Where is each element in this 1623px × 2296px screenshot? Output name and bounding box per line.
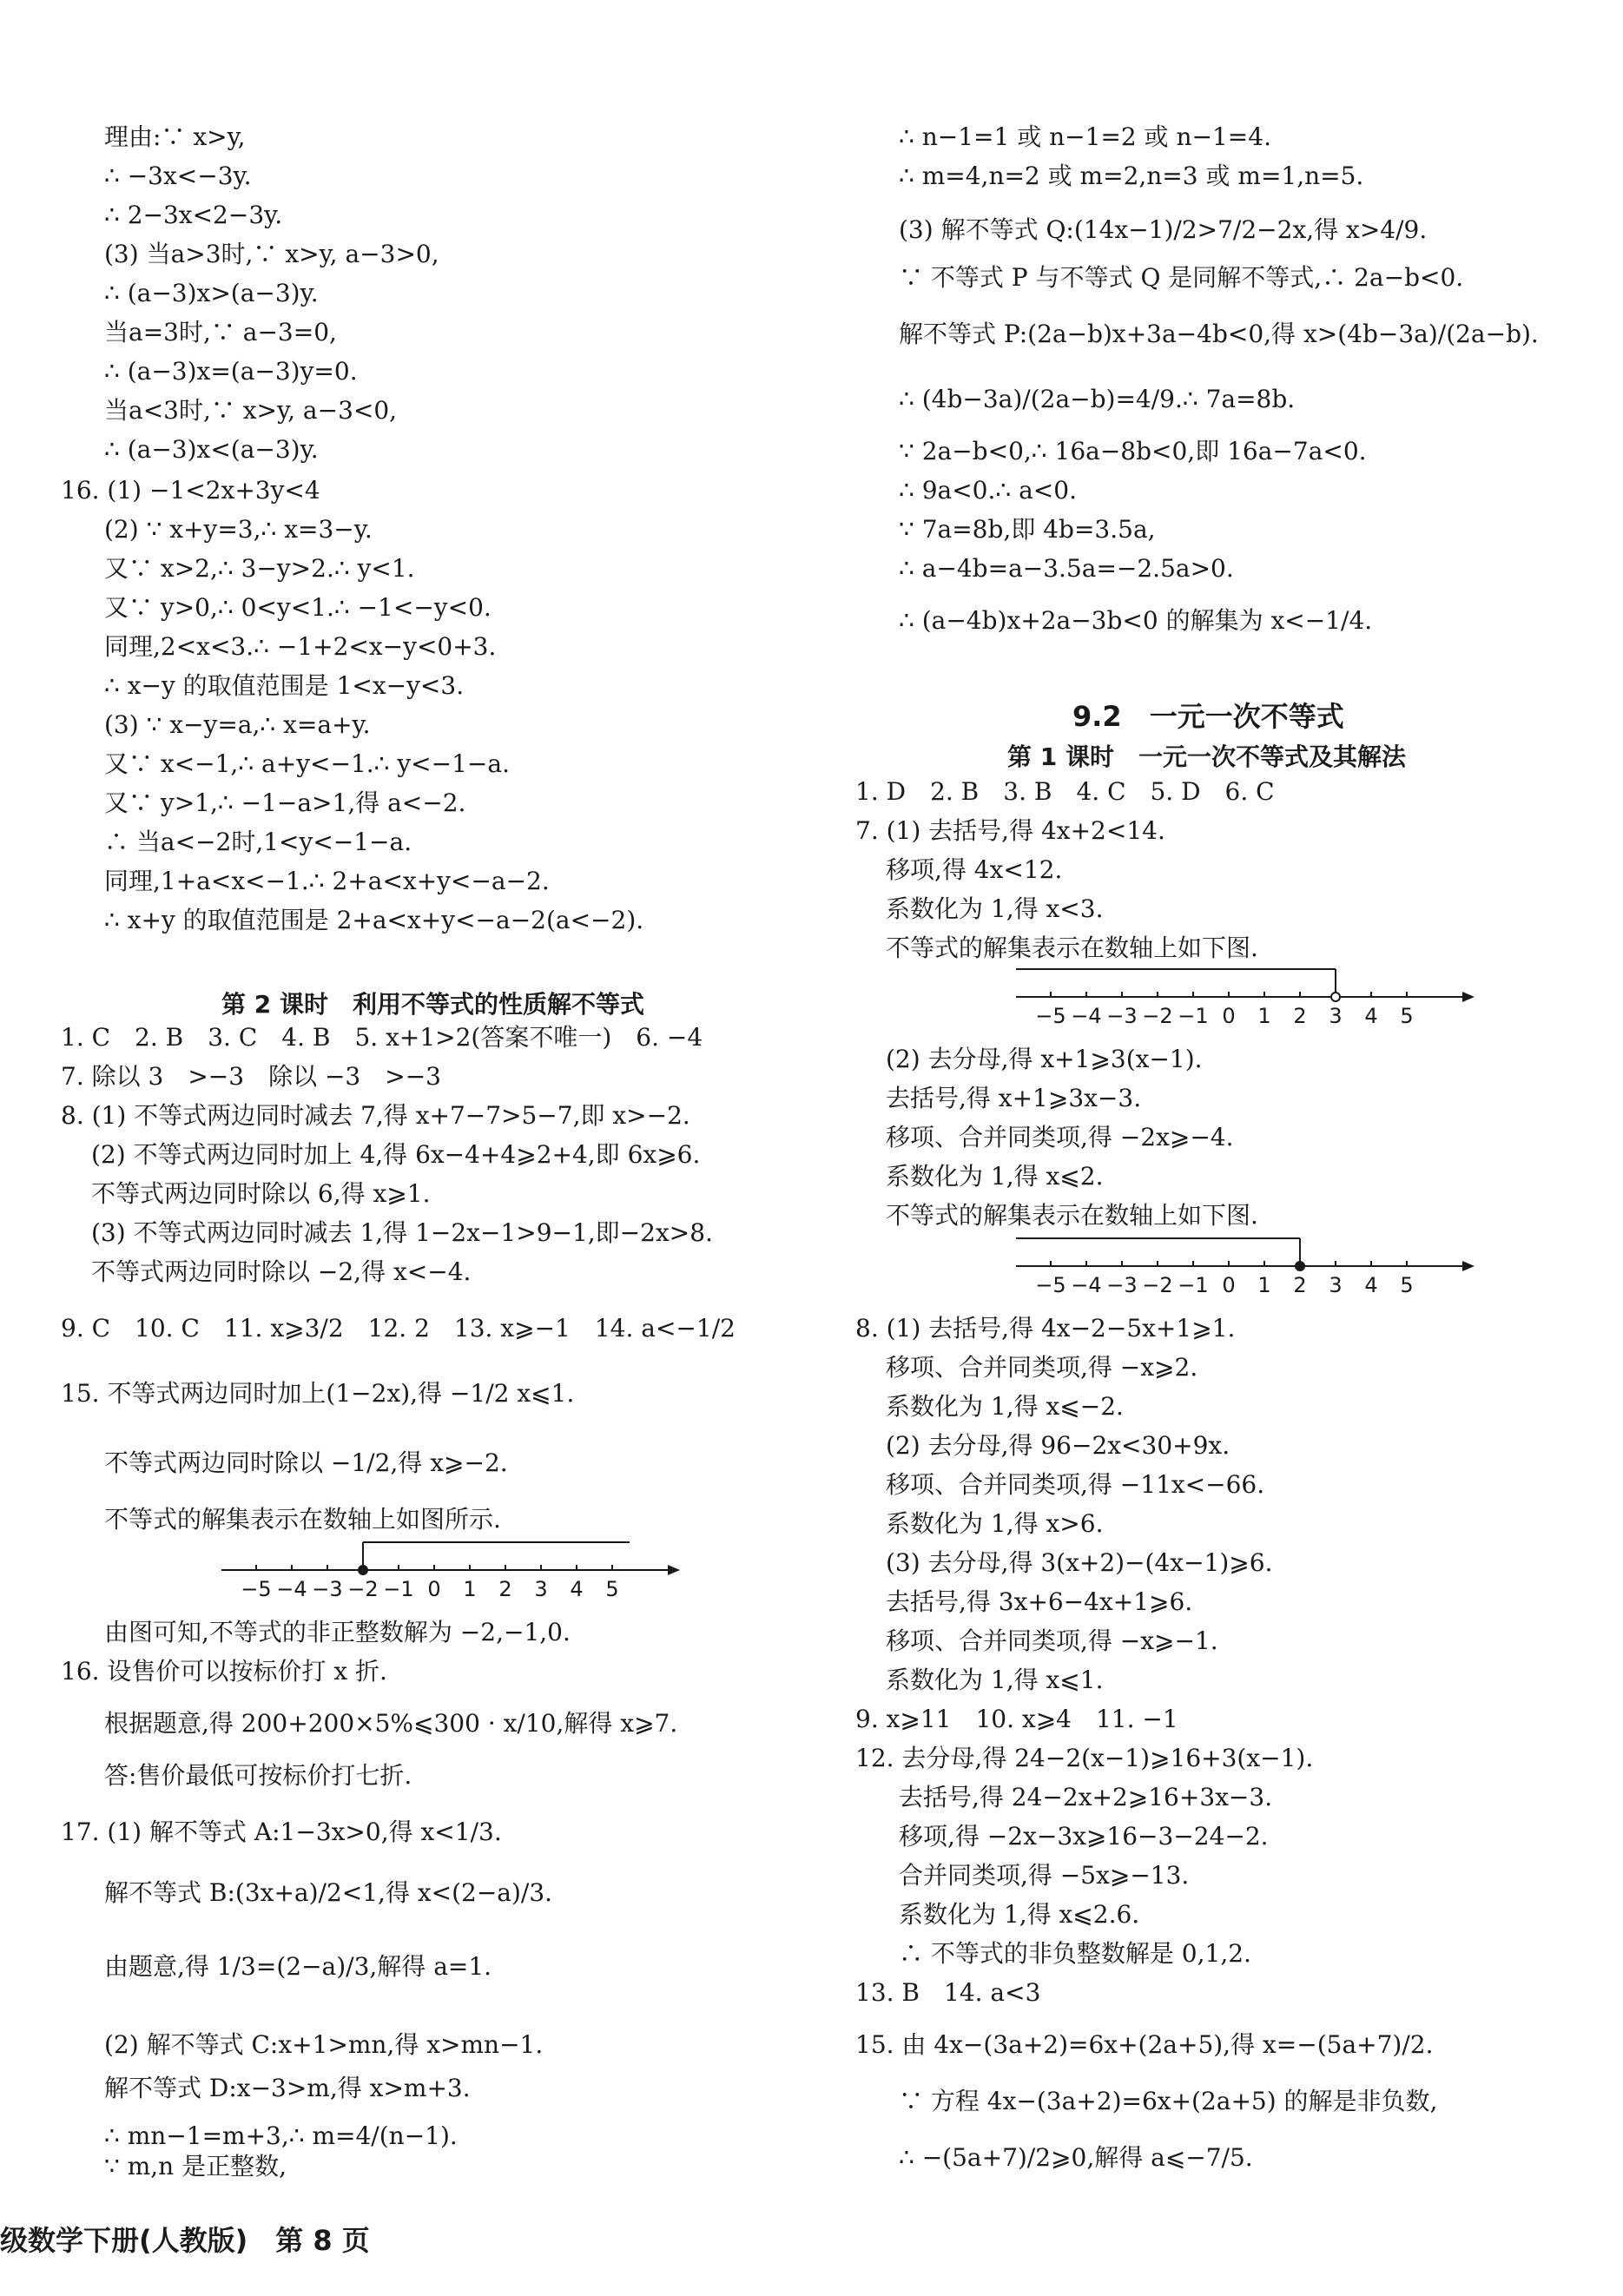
text-line: 合并同类项,得 −5x⩾−13. [899, 1861, 1190, 1890]
number-line-tick-label: 4 [1364, 1273, 1378, 1297]
number-line-tick-label: 1 [463, 1577, 477, 1601]
text-line: ∴ (4b−3a)/(2a−b)=4/9.∴ 7a=8b. [899, 385, 1296, 413]
text-line: 又∵ y>0,∴ 0<y<1.∴ −1<−y<0. [104, 593, 492, 622]
text-line: 12. 去分母,得 24−2(x−1)⩾16+3(x−1). [855, 1744, 1314, 1772]
solution-endpoint [1331, 993, 1340, 1001]
text-line: 9. x⩾11 10. x⩾4 11. −1 [855, 1705, 1178, 1733]
text-line: ∴ −(5a+7)/2⩾0,解得 a⩽−7/5. [899, 2143, 1253, 2172]
solution-endpoint [359, 1566, 367, 1574]
number-line-tick-label: 2 [1293, 1004, 1307, 1028]
text-line: ∴ n−1=1 或 n−1=2 或 n−1=4. [899, 122, 1271, 151]
text-line: ∴ (a−3)x=(a−3)y=0. [104, 357, 358, 386]
text-line: 1. D 2. B 3. B 4. C 5. D 6. C [855, 777, 1275, 806]
number-line-tick-label: −3 [1106, 1004, 1138, 1028]
text-line: 不等式两边同时除以 −1/2,得 x⩾−2. [104, 1448, 508, 1477]
text-line: 1. C 2. B 3. C 4. B 5. x+1>2(答案不唯一) 6. −4 [61, 1023, 703, 1052]
text-line: 由图可知,不等式的非正整数解为 −2,−1,0. [104, 1618, 571, 1646]
text-line: 解不等式 D:x−3>m,得 x>m+3. [104, 2074, 471, 2102]
number-line [221, 1537, 673, 1607]
text-line: 去括号,得 3x+6−4x+1⩾6. [886, 1587, 1193, 1616]
number-line-tick-label: −2 [347, 1577, 379, 1601]
number-line-tick-label: 4 [1364, 1004, 1378, 1028]
text-line: ∵ 7a=8b,即 4b=3.5a, [899, 515, 1156, 544]
text-line: 又∵ x>2,∴ 3−y>2.∴ y<1. [104, 554, 415, 583]
text-line: (3) 不等式两边同时减去 1,得 1−2x−1>9−1,即−2x>8. [91, 1218, 713, 1247]
text-line: 移项,得 −2x−3x⩾16−3−24−2. [899, 1822, 1269, 1851]
number-line-tick-label: 2 [1293, 1273, 1307, 1297]
text-line: 根据题意,得 200+200×5%⩽300 · x/10,解得 x⩾7. [104, 1709, 678, 1738]
section-heading: 第 1 课时 一元一次不等式及其解法 [1007, 742, 1406, 771]
text-line: 又∵ y>1,∴ −1−a>1,得 a<−2. [104, 788, 466, 817]
number-line-tick-label: −5 [1035, 1004, 1066, 1028]
text-line: 15. 由 4x−(3a+2)=6x+(2a+5),得 x=−(5a+7)/2. [855, 2030, 1434, 2059]
number-line-tick-label: 0 [427, 1577, 441, 1601]
number-line-tick-label: 2 [498, 1577, 512, 1601]
number-line-tick-label: −4 [1071, 1004, 1102, 1028]
text-line: ∴ x+y 的取值范围是 2+a<x+y<−a−2(a<−2). [104, 906, 644, 934]
text-line: 同理,2<x<3.∴ −1+2<x−y<0+3. [104, 632, 497, 661]
text-line: ∵ 不等式 P 与不等式 Q 是同解不等式,∴ 2a−b<0. [899, 263, 1464, 292]
arrow-head-icon [1462, 992, 1475, 1002]
solution-endpoint [1296, 1262, 1304, 1270]
arrow-head-icon [668, 1565, 680, 1575]
text-line: ∴ −3x<−3y. [104, 162, 252, 190]
number-line-tick-label: 3 [1329, 1004, 1343, 1028]
text-line: ∴ 2−3x<2−3y. [104, 201, 283, 229]
number-line-tick-label: 4 [570, 1577, 584, 1601]
text-line: ∴ (a−4b)x+2a−3b<0 的解集为 x<−1/4. [899, 606, 1373, 635]
text-line: 去括号,得 x+1⩾3x−3. [886, 1084, 1142, 1112]
text-line: 7. 除以 3 >−3 除以 −3 >−3 [61, 1062, 441, 1091]
text-line: ∴ 不等式的非负整数解是 0,1,2. [899, 1939, 1251, 1968]
text-line: ∴ (a−3)x<(a−3)y. [104, 435, 319, 464]
text-line: ∴ m=4,n=2 或 m=2,n=3 或 m=1,n=5. [899, 162, 1364, 190]
text-line: ∴ 当a<−2时,1<y<−1−a. [104, 828, 412, 856]
number-line-tick-label: 5 [1400, 1273, 1414, 1297]
text-line: 移项、合并同类项,得 −2x⩾−4. [886, 1123, 1234, 1151]
text-line: (3) 解不等式 Q:(14x−1)/2>7/2−2x,得 x>4/9. [899, 215, 1428, 244]
text-line: ∴ a−4b=a−3.5a=−2.5a>0. [899, 554, 1234, 583]
number-line-tick-label: 3 [534, 1577, 548, 1601]
text-line: (2) ∵ x+y=3,∴ x=3−y. [104, 515, 373, 544]
number-line-tick-label: −4 [1071, 1273, 1102, 1297]
text-line: 移项,得 4x<12. [886, 855, 1063, 884]
text-line: 15. 不等式两边同时加上(1−2x),得 −1/2 x⩽1. [61, 1379, 575, 1408]
text-line: (2) 去分母,得 96−2x<30+9x. [886, 1431, 1230, 1460]
text-line: 移项、合并同类项,得 −11x<−66. [886, 1470, 1265, 1499]
text-line: 同理,1+a<x<−1.∴ 2+a<x+y<−a−2. [104, 867, 550, 895]
text-line: 系数化为 1,得 x⩽2. [886, 1162, 1104, 1191]
number-line-tick-label: −4 [276, 1577, 307, 1601]
text-line: 又∵ x<−1,∴ a+y<−1.∴ y<−1−a. [104, 749, 510, 778]
text-line: 答:售价最低可按标价打七折. [104, 1761, 412, 1790]
text-line: 解不等式 P:(2a−b)x+3a−4b<0,得 x>(4b−3a)/(2a−b). [899, 320, 1539, 348]
text-line: 8. (1) 不等式两边同时减去 7,得 x+7−7>5−7,即 x>−2. [61, 1101, 690, 1130]
number-line-tick-label: −2 [1142, 1004, 1173, 1028]
arrow-head-icon [1462, 1261, 1475, 1271]
number-line-tick-label: 5 [605, 1577, 619, 1601]
number-line-tick-label: −3 [1106, 1273, 1138, 1297]
text-line: 移项、合并同类项,得 −x⩾−1. [886, 1626, 1218, 1655]
text-line: 13. B 14. a<3 [855, 1978, 1041, 2007]
text-line: ∵ 方程 4x−(3a+2)=6x+(2a+5) 的解是非负数, [899, 2087, 1438, 2115]
section-heading: 第 2 课时 利用不等式的性质解不等式 [221, 990, 644, 1019]
text-line: 9. C 10. C 11. x⩾3/2 12. 2 13. x⩾−1 14. a<−1/2 [61, 1314, 736, 1343]
number-line-tick-label: 1 [1257, 1004, 1271, 1028]
text-line: 17. (1) 解不等式 A:1−3x>0,得 x<1/3. [61, 1818, 502, 1846]
number-line-tick-label: 0 [1222, 1273, 1236, 1297]
text-line: 当a=3时,∵ a−3=0, [104, 318, 337, 346]
page-footer: 级数学下册(人教版) 第 8 页 [0, 2224, 370, 2257]
text-line: ∵ 2a−b<0,∴ 16a−8b<0,即 16a−7a<0. [899, 437, 1367, 465]
text-line: ∴ x−y 的取值范围是 1<x−y<3. [104, 671, 465, 700]
text-line: 去括号,得 24−2x+2⩾16+3x−3. [899, 1783, 1273, 1811]
text-line: (3) 当a>3时,∵ x>y, a−3>0, [104, 240, 439, 268]
text-line: 系数化为 1,得 x<3. [886, 894, 1104, 923]
number-line-tick-label: 5 [1400, 1004, 1414, 1028]
text-line: 8. (1) 去括号,得 4x−2−5x+1⩾1. [855, 1314, 1236, 1343]
text-line: ∴ mn−1=m+3,∴ m=4/(n−1). [104, 2121, 458, 2150]
number-line-tick-label: −1 [383, 1577, 414, 1601]
text-line: (3) 去分母,得 3(x+2)−(4x−1)⩾6. [886, 1548, 1273, 1577]
text-line: ∵ m,n 是正整数, [104, 2152, 287, 2181]
text-line: 理由:∵ x>y, [104, 122, 246, 151]
text-line: 不等式的解集表示在数轴上如下图. [886, 934, 1258, 962]
text-line: (2) 去分母,得 x+1⩾3(x−1). [886, 1045, 1203, 1073]
text-line: 系数化为 1,得 x⩽1. [886, 1666, 1104, 1694]
number-line-tick-label: 0 [1222, 1004, 1236, 1028]
text-line: (2) 解不等式 C:x+1>mn,得 x>mn−1. [104, 2030, 544, 2059]
text-line: 系数化为 1,得 x⩽2.6. [899, 1900, 1140, 1929]
number-line-tick-label: −3 [312, 1577, 343, 1601]
text-line: ∴ 9a<0.∴ a<0. [899, 476, 1077, 505]
text-line: 16. 设售价可以按标价打 x 折. [61, 1657, 387, 1686]
number-line [1016, 1233, 1468, 1303]
number-line-tick-label: −5 [241, 1577, 272, 1601]
number-line-tick-label: −1 [1178, 1004, 1209, 1028]
number-line-tick-label: −5 [1035, 1273, 1066, 1297]
text-line: 16. (1) −1<2x+3y<4 [61, 476, 320, 505]
number-line [1016, 964, 1468, 1033]
text-line: (2) 不等式两边同时加上 4,得 6x−4+4⩾2+4,即 6x⩾6. [91, 1140, 701, 1169]
text-line: 不等式两边同时除以 6,得 x⩾1. [91, 1179, 431, 1208]
text-line: ∴ (a−3)x>(a−3)y. [104, 279, 319, 307]
text-line: 7. (1) 去括号,得 4x+2<14. [855, 816, 1165, 845]
text-line: 移项、合并同类项,得 −x⩾2. [886, 1353, 1198, 1382]
text-line: 不等式的解集表示在数轴上如图所示. [104, 1505, 501, 1534]
text-line: 解不等式 B:(3x+a)/2<1,得 x<(2−a)/3. [104, 1878, 553, 1907]
text-line: 系数化为 1,得 x>6. [886, 1509, 1104, 1538]
number-line-tick-label: 1 [1257, 1273, 1271, 1297]
text-line: 由题意,得 1/3=(2−a)/3,解得 a=1. [104, 1952, 492, 1981]
text-line: 当a<3时,∵ x>y, a−3<0, [104, 396, 398, 425]
number-line-tick-label: −2 [1142, 1273, 1173, 1297]
number-line-tick-label: 3 [1329, 1273, 1343, 1297]
text-line: 系数化为 1,得 x⩽−2. [886, 1392, 1124, 1421]
text-line: 不等式两边同时除以 −2,得 x<−4. [91, 1257, 472, 1286]
number-line-tick-label: −1 [1178, 1273, 1209, 1297]
text-line: (3) ∵ x−y=a,∴ x=a+y. [104, 710, 371, 739]
text-line: 不等式的解集表示在数轴上如下图. [886, 1201, 1258, 1230]
section-heading: 9.2 一元一次不等式 [1072, 700, 1344, 733]
